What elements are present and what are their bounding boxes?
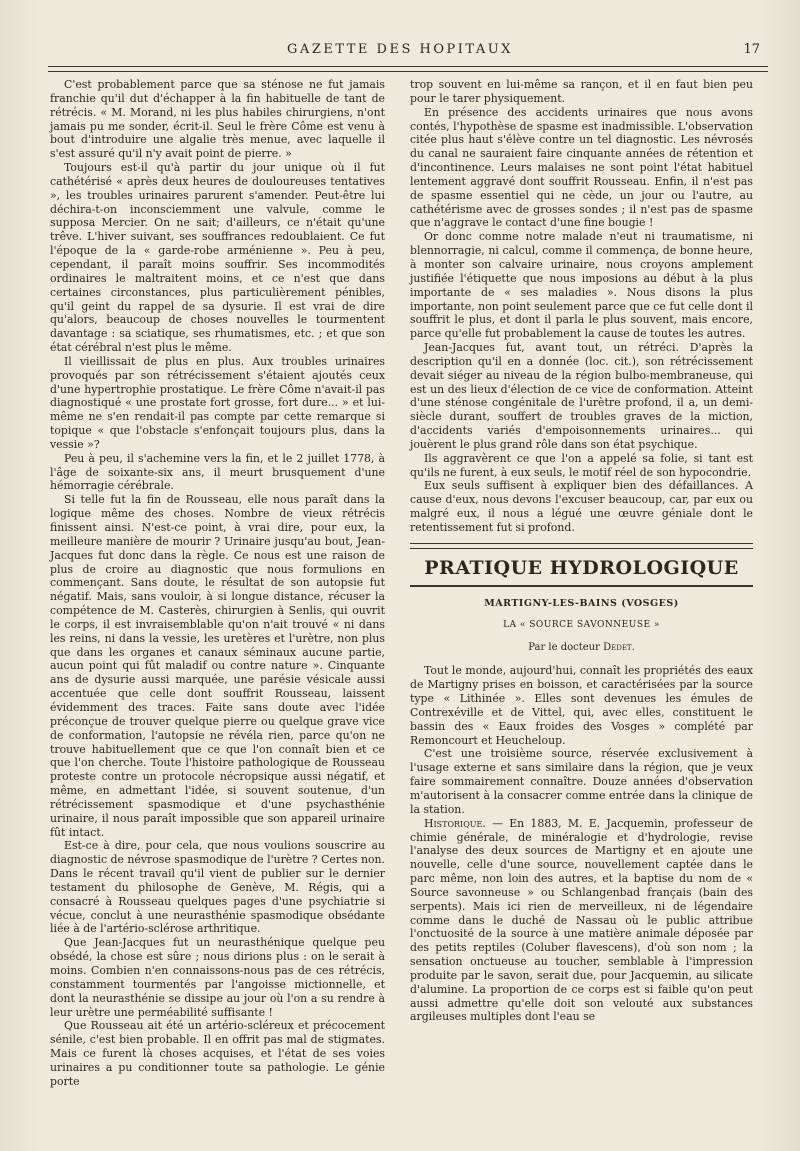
section-divider [410,543,753,549]
header-rule [48,66,768,72]
paragraph: Il vieillissait de plus en plus. Aux troubles urinaires provoqués par son rétrécissement s'étaient ajoutés ceux d'une hypertrophie prostatique. Le frère Côme n'avait-il pas diagnostiqué « une prostate fort grosse, fort dure... » et lui-même ne s'en rendait-il pas compte par cette remarque si topique « que l'obstacle s'enfonçait toujours plus, dans la vessie »? [50,354,385,451]
paragraph [410,817,753,1025]
historique-label: Historique. [424,816,486,830]
paragraph: En présence des accidents urinaires que nous avons contés, l'hypothèse de spasme est inadmissible. L'observation citée plus haut s'élève contre un tel diagnostic. Les névrosés du canal ne sauraient faire cinquante années de rétention et d'incontinence. Leurs malaises ne sont point l'état habituel lentement aggravé dont souffrit Rousseau. Enfin, il n'est pas de spasme essentiel qui ne cède, un jour ou l'autre, au cathétérisme avec de grosses sondes ; il n'est pas de spasme que n'aggrave le contact d'une fine bougie ! [410,105,753,230]
byline-author: Dedet. [603,641,635,653]
paragraph: Si telle fut la fin de Rousseau, elle nous paraît dans la logique même des choses. Nombre de vieux rétrécis finissent ainsi. N'est-ce point, à vrai dire, pour eux, la meilleure manière de mourir ? Urinaire jusqu'au bout, Jean-Jacques fut donc dans la règle. Ce nous est une raison de plus de croire au diagnostic que nous formulions en commençant. Sans doute, le résultat de son autopsie fut négatif. Mais, sans vouloir, à si longue distance, récuser la compétence de M. Casterès, chirurgien à Senlis, qui ouvrit le corps, il est invraisemblable qu'on n'ait trouvé « ni dans les reins, ni dans la vessie, les uretères et l'urètre, non plus que dans les organes et canaux séminaux aucune partie, aucun point qui fût maladif ou contre nature ». Cinquante ans de dysurie aussi marquée, une parésie vésicale aussi accentuée que celle dont souffrit Rousseau, laissent évidemment des traces. Faite sans doute avec l'idée préconçue de trouver quelque pierre ou quelque grave vice de conformation, l'autopsie ne révéla rien, parce qu'on ne trouve habituellement que ce que l'on connaît bien et ce que l'on cherche. Toute l'histoire pathologique de Rousseau proteste contre un protocole nécropsique aussi négatif, et même, en admettant l'idée, si souvent soutenue, d'un rétrécissement spasmodique et d'une psychasthénie urinaire, il nous paraît impossible que son appareil urinaire fût intact. [50,493,385,839]
paragraph: Que Rousseau ait été un artério-scléreux et précocement sénile, c'est bien probable. Il en offrit pas mal de stigmates. Mais ce furent là choses acquises, et l'état de ses voies urinaires a pu conditionner toute sa pathologie. Le génie porte [50,1019,385,1088]
paragraph: Tout le monde, aujourd'hui, connaît les propriétés des eaux de Martigny prises en boisson, et caractérisées par la source type « Lithinée ». Elles sont devenues les émules de Contrexéville et de Vittel, qui, avec elles, constituent le bassin des « Eaux froides des Vosges » complété par Remoncourt et Heucheloup. [410,664,753,747]
left-column [50,78,385,1089]
article-place: MARTIGNY-LES-BAINS (VOSGES) [484,597,679,609]
page-number: 17 [743,42,760,57]
article-subtitle: LA « SOURCE SAVONNEUSE » [503,619,660,630]
section-title-rule [410,585,753,587]
paragraph: C'est probablement parce que sa sténose ne fut jamais franchie qu'il dut d'échapper à la fin habituelle de tant de rétrécis. « M. Morand, ni les plus habiles chirurgiens, n'ont jamais pu me sonder, écrit-il. Seul le frère Côme est venu à bout d'introduire une algalie très menue, avec laquelle il s'est assuré qu'il n'y avait point de pierre. » [50,78,385,161]
historique-text: — En 1883, M. E. Jacquemin, professeur de chimie générale, de minéralogie et d'hydrologie, revise l'analyse des deux sources de Martigny et en ajoute une nouvelle, celle d'une source, nouvellement captée dans le parc même, non loin des autres, et la baptise du nom de « Source savonneuse » ou Schlangenbad français (bain des serpents). Mais ici rien de merveilleux, ni de légendaire comme dans le duché de Nassau où le public attribue l'onctuosité de la source à une matière animale déposée par des petits reptiles (Coluber flavescens), d'où son nom ; la sensation onctueuse au toucher, semblable à l'impression produite par le savon, serait due, pour Jacquemin, au silicate d'alumine. La proportion de ce corps est si faible qu'on peut aussi admettre qu'elle doit son velouté aux substances argileuses multiples dont l'eau se [410,816,753,1024]
paragraph: Toujours est-il qu'à partir du jour unique où il fut cathétérisé « après deux heures de douloureuses tentatives », les troubles urinaires parurent s'amender. Peut-être lui déchira-t-on inconsciemment une valvule, comme le supposa Mercier. On ne sait; d'ailleurs, ce n'était qu'une trêve. L'hiver suivant, ses souffrances redoublaient. Ce fut l'époque de la « garde-robe arménienne ». Peu à peu, cependant, il paraît moins souffrir. Ses incommodités ordinaires le maltraitent moins, et ce n'est que dans certaines circonstances, plus particulièrement pénibles, qu'il geint du rappel de sa dysurie. Il est vrai de dire qu'alors, beaucoup de choses nouvelles le tourmentent davantage : sa sciatique, ses rhumatismes, etc. ; et que son état cérébral n'est plus le même. [50,161,385,355]
paragraph: Que Jean-Jacques fut un neurasthénique quelque peu obsédé, la chose est sûre ; nous dirions plus : on le serait à moins. Combien n'en connaissons-nous pas de ces rétrécis, constamment tourmentés par l'angoisse mictionnelle, et dont la neurasthénie se dissipe au jour où l'on a su rendre à leur urètre une perméabilité suffisante ! [50,936,385,1019]
paragraph: Est-ce à dire, pour cela, que nous voulions souscrire au diagnostic de névrose spasmodique de l'urètre ? Certes non. Dans le récent travail qu'il vient de publier sur le dernier testament du philosophe de Genève, M. Régis, qui a consacré à Rousseau quelques pages d'une psychiatrie si vécue, conclut à une neurasthénie spasmodique obsédante liée à de l'artério-sclérose arthritique. [50,839,385,936]
byline-prefix: Par le docteur [528,641,600,653]
right-column [410,78,753,1024]
section-title: PRATIQUE HYDROLOGIQUE [424,556,739,579]
running-header [30,40,770,62]
paragraph: trop souvent en lui-même sa rançon, et il en faut bien peu pour le tarer physiquement. [410,78,753,105]
paragraph: C'est une troisième source, réservée exclusivement à l'usage externe et sans similaire dans la région, que je veux faire sommairement connaître. Douze années d'observation m'autorisent à la consacrer comme entrée dans la clinique de la station. [410,747,753,816]
paragraph: Ils aggravèrent ce que l'on a appelé sa folie, si tant est qu'ils ne furent, à eux seuls, le motif réel de son hypocondrie. [410,451,753,479]
paragraph: Or donc comme notre malade n'eut ni traumatisme, ni blennorragie, ni calcul, comme il commença, de bonne heure, à monter son calvaire urinaire, nous croyons amplement justifiée l'étiquette que nous imposions au début à la plus importante de « ses maladies ». Nous disons la plus importante, non point seulement parce que ce fut celle dont il souffrit le plus, et dont il parla le plus souvent, mais encore, parce qu'elle fut probablement la cause de toutes les autres. [410,230,753,341]
paragraph: Peu à peu, il s'achemine vers la fin, et le 2 juillet 1778, à l'âge de soixante-six ans, il meurt brusquement d'une hémorragie cérébrale. [50,451,385,493]
article-byline [410,641,753,655]
paragraph: Eux seuls suffisent à expliquer bien des défaillances. A cause d'eux, nous devons l'excuser beaucoup, car, par eux ou malgré eux, il nous a légué une œuvre géniale dont le retentissement fut si profond. [410,479,753,534]
journal-title: GAZETTE DES HOPITAUX [287,42,513,57]
paragraph: Jean-Jacques fut, avant tout, un rétréci. D'après la description qu'il en a donnée (loc. cit.), son rétrécissement devait siéger au niveau de la région bulbo-membraneuse, qui est un des lieux d'élection de ce vice de conformation. Atteint d'une sténose congénitale de l'urètre profond, il a, un demi-siècle durant, souffert de troubles graves de la miction, d'accidents variés d'empoisonnements urinaires... qui jouèrent le plus grand rôle dans son état psychique. [410,341,753,451]
